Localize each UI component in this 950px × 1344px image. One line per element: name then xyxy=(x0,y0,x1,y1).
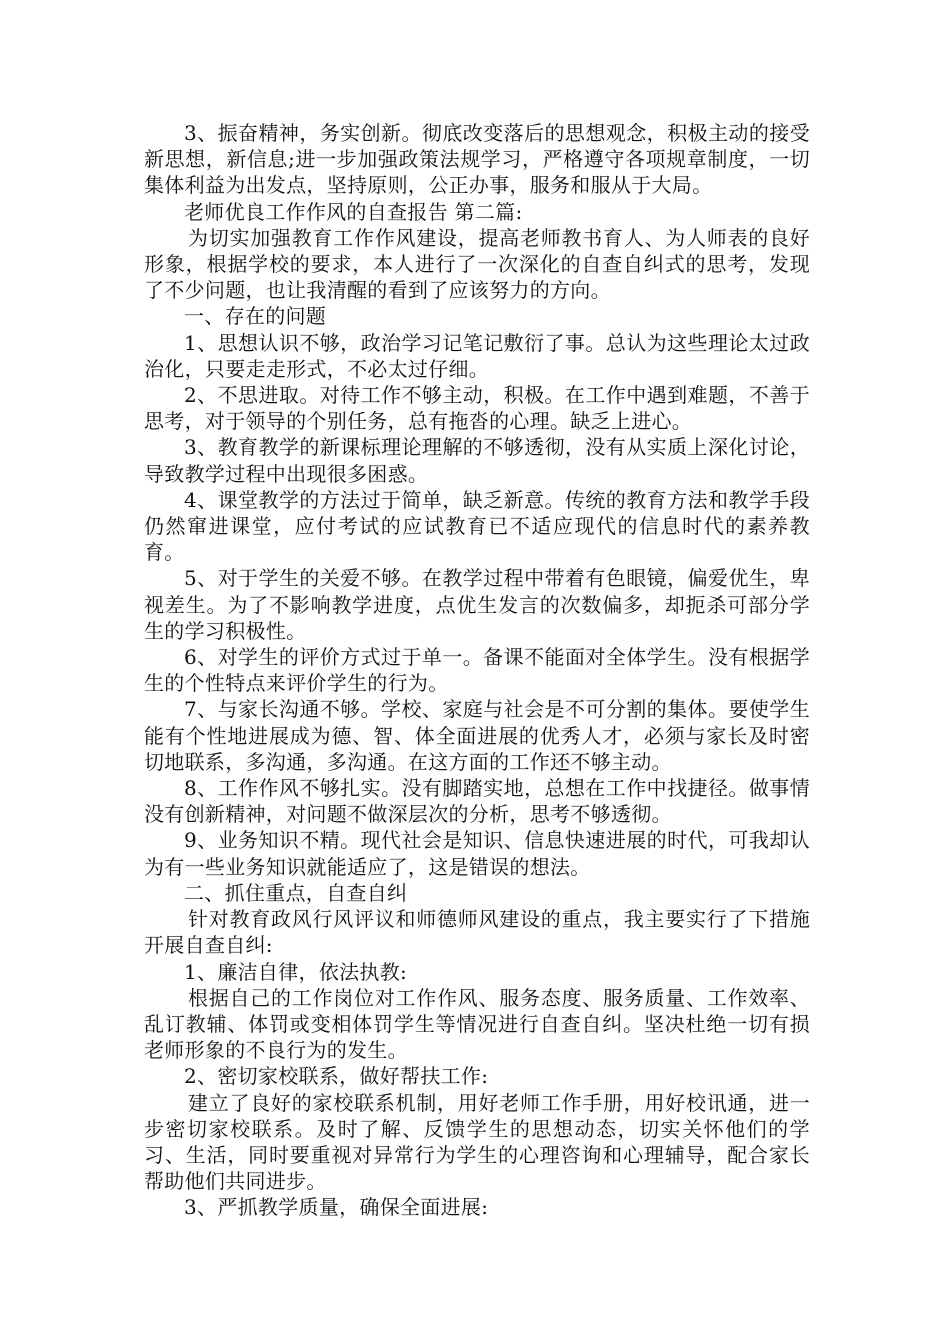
paragraph-problem-7: 7、与家长沟通不够。学校、家庭与社会是不可分割的集体。要使学生能有个性地进展成为德、智、体全面进展的优秀人才，必须与家长及时密切地联系，多沟通，多沟通。在这方面的工作还不够主动。 xyxy=(144,697,810,774)
paragraph-intro: 为切实加强教育工作作风建设，提高老师教书育人、为人师表的良好形象，根据学校的要求，本人进行了一次深化的自查自纠式的思考，发现了不少问题，也让我清醒的看到了应该努力的方向。 xyxy=(144,225,810,303)
paragraph-problem-1: 1、思想认识不够，政治学习记笔记敷衍了事。总认为这些理论太过政治化，只要走走形式，不必太过仔细。 xyxy=(144,330,810,381)
paragraph-measures-intro: 针对教育政风行风评议和师德师风建设的重点，我主要实行了下措施开展自查自纠: xyxy=(144,907,810,958)
paragraph-problem-3: 3、教育教学的新课标理论理解的不够透彻，没有从实质上深化讨论，导致教学过程中出现很多困惑。 xyxy=(144,435,810,486)
paragraph-problem-8: 8、工作作风不够扎实。没有脚踏实地，总想在工作中找捷径。做事情没有创新精神，对问题不做深层次的分析，思考不够透彻。 xyxy=(144,776,810,827)
paragraph-problem-2: 2、不思进取。对待工作不够主动，积极。在工作中遇到难题，不善于思考，对于领导的个别任务，总有拖沓的心理。缺乏上进心。 xyxy=(144,383,810,434)
paragraph-problem-4: 4、课堂教学的方法过于简单，缺乏新意。传统的教育方法和教学手段仍然窜进课堂，应付考试的应试教育已不适应现代的信息时代的素养教育。 xyxy=(144,487,810,565)
paragraph-problem-5: 5、对于学生的关爱不够。在教学过程中带着有色眼镜，偏爱优生，卑视差生。为了不影响教学进度，点优生发言的次数偏多，却扼杀可部分学生的学习积极性。 xyxy=(144,566,810,643)
heading-problems: 一、存在的问题 xyxy=(184,304,327,329)
paragraph-measure-1: 根据自己的工作岗位对工作作风、服务态度、服务质量、工作效率、乱订教辅、体罚或变相体罚学生等情况进行自查自纠。坚决杜绝一切有损老师形象的不良行为的发生。 xyxy=(144,985,810,1063)
section-title-second-article: 老师优良工作作风的自查报告 第二篇: xyxy=(184,199,523,224)
paragraph-measure-2: 建立了良好的家校联系机制，用好老师工作手册，用好校讯通，进一步密切家校联系。及时了解、反馈学生的思想动态，切实关怀他们的学习、生活，同时要重视对异常行为学生的心理咨询和心理辅导，配合家长帮助他们共同进步。 xyxy=(144,1090,810,1194)
subheading-measure-2: 2、密切家校联系，做好帮扶工作: xyxy=(184,1064,489,1089)
subheading-measure-1: 1、廉洁自律，依法执教: xyxy=(184,959,408,984)
subheading-measure-3: 3、严抓教学质量，确保全面进展: xyxy=(184,1195,489,1220)
paragraph-problem-6: 6、对学生的评价方式过于单一。备课不能面对全体学生。没有根据学生的个性特点来评价学生的行为。 xyxy=(144,645,810,696)
document-page xyxy=(144,120,810,1221)
heading-self-check: 二、抓住重点，自查自纠 xyxy=(184,880,408,905)
paragraph-problem-9: 9、业务知识不精。现代社会是知识、信息快速进展的时代，可我却认为有一些业务知识就能适应了，这是错误的想法。 xyxy=(144,828,810,879)
paragraph-item-3-spirit: 3、振奋精神，务实创新。彻底改变落后的思想观念，积极主动的接受新思想，新信息;进一步加强政策法规学习，严格遵守各项规章制度，一切集体利益为出发点，坚持原则，公正办事，服务和服从于大局。 xyxy=(144,121,810,198)
